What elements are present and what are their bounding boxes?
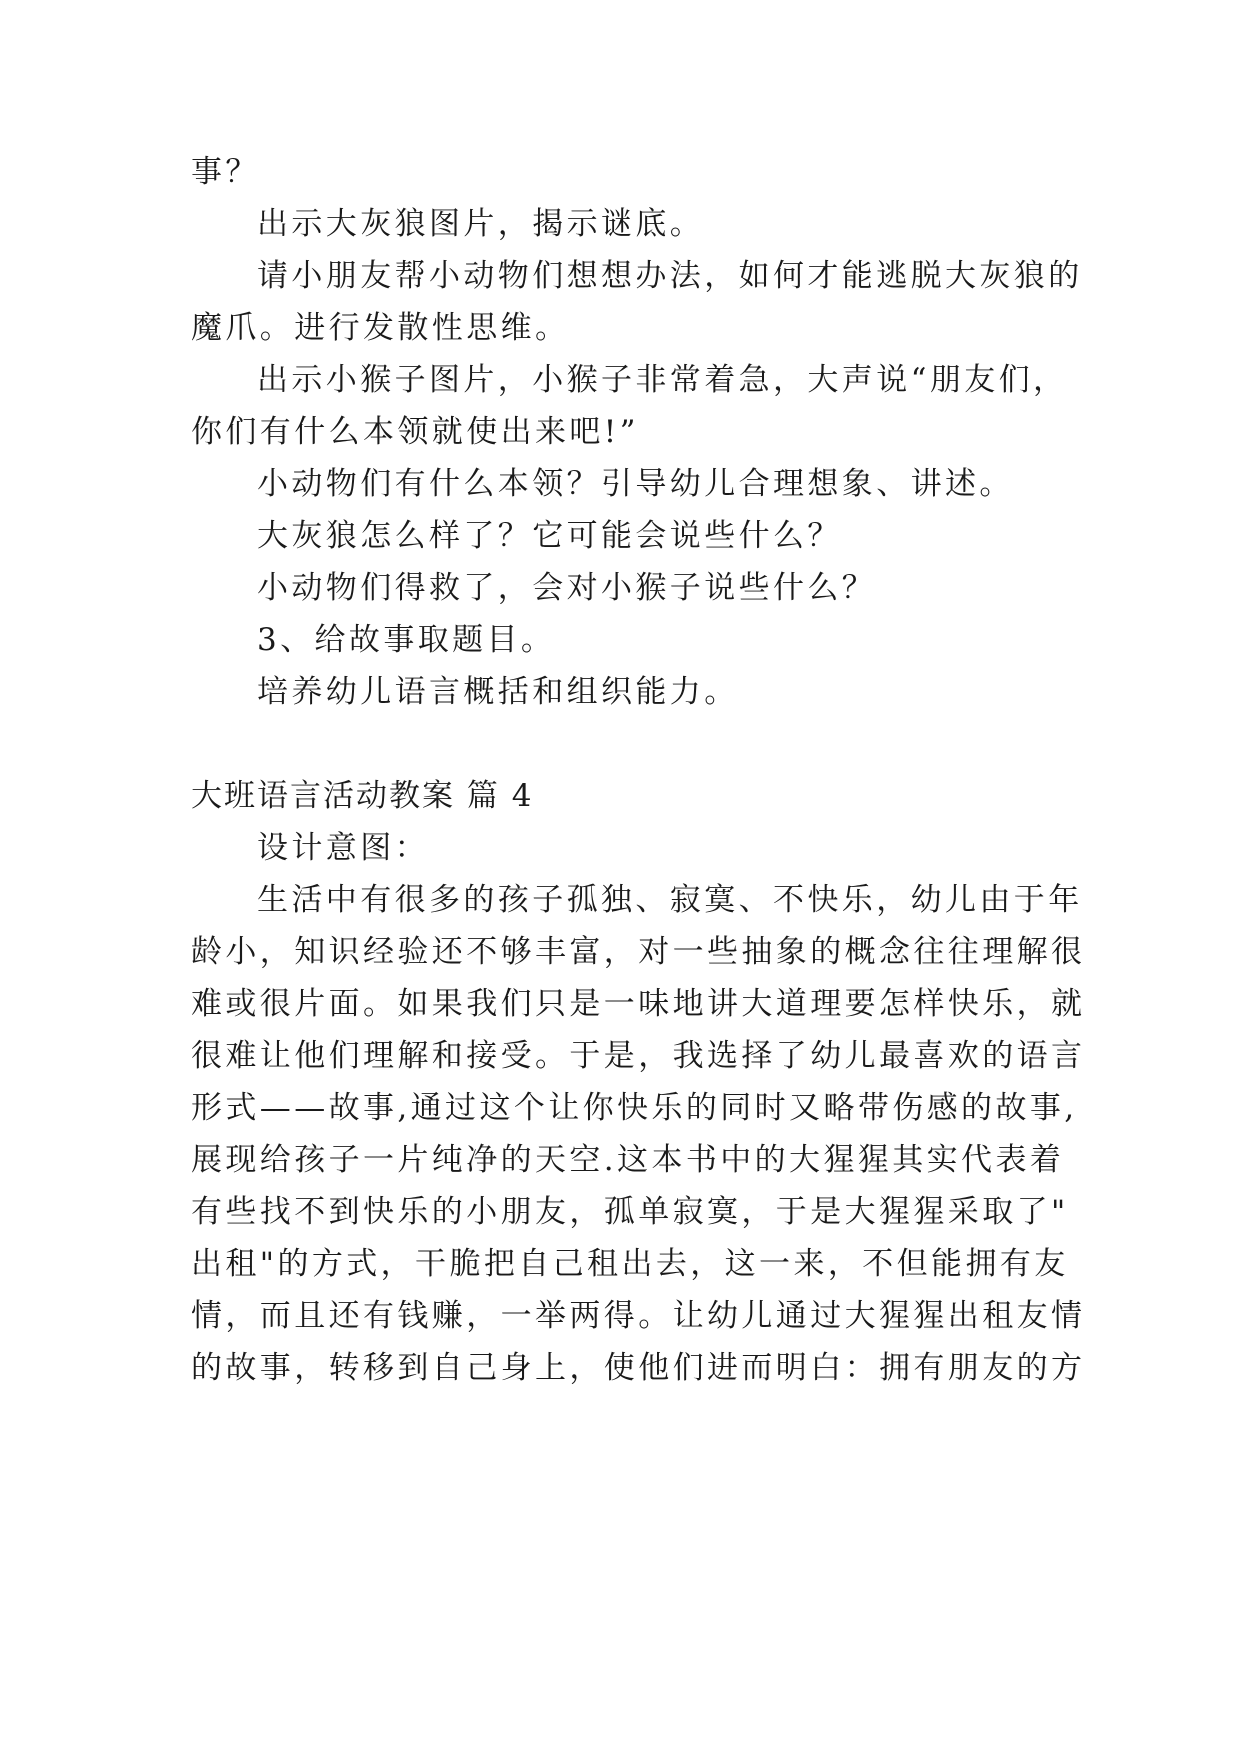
text-line: 请小朋友帮小动物们想想办法，如何才能逃脱大灰狼的: [257, 258, 1083, 294]
text-line: 事？: [191, 154, 260, 190]
text-line: 生活中有很多的孩子孤独、寂寞、不快乐，幼儿由于年: [257, 882, 1083, 918]
text-line: 3、给故事取题目。: [257, 622, 556, 658]
text-line: 难或很片面。如果我们只是一味地讲大道理要怎样快乐，就: [191, 986, 1086, 1022]
text-line: 魔爪。进行发散性思维。: [191, 310, 570, 346]
text-line: 出示大灰狼图片，揭示谜底。: [257, 206, 705, 242]
text-line: 出租"的方式，干脆把自己租出去，这一来，不但能拥有友: [191, 1246, 1069, 1282]
text-line: 龄小，知识经验还不够丰富，对一些抽象的概念往往理解很: [191, 934, 1086, 970]
text-line: 培养幼儿语言概括和组织能力。: [257, 674, 739, 710]
text-line: 你们有什么本领就使出来吧!”: [191, 414, 639, 450]
text-line: 很难让他们理解和接受。于是，我选择了幼儿最喜欢的语言: [191, 1038, 1086, 1074]
text-line: 大灰狼怎么样了？它可能会说些什么？: [257, 518, 842, 554]
text-line: 出示小猴子图片，小猴子非常着急，大声说“朋友们，: [257, 362, 1068, 398]
text-line: 小动物们有什么本领？引导幼儿合理想象、讲述。: [257, 466, 1014, 502]
text-line: 设计意图：: [257, 830, 429, 866]
text-line: 有些找不到快乐的小朋友，孤单寂寞，于是大猩猩采取了": [191, 1194, 1069, 1230]
text-line: 形式——故事,通过这个让你快乐的同时又略带伤感的故事,: [191, 1090, 1078, 1126]
text-line: 展现给孩子一片纯净的天空.这本书中的大猩猩其实代表着: [191, 1142, 1065, 1178]
text-line: 的故事，转移到自己身上，使他们进而明白：拥有朋友的方: [191, 1350, 1086, 1386]
text-line: 小动物们得救了，会对小猴子说些什么？: [257, 570, 877, 606]
section-heading: 大班语言活动教案 篇 4: [191, 778, 534, 814]
text-line: 情，而且还有钱赚，一举两得。让幼儿通过大猩猩出租友情: [191, 1298, 1086, 1334]
